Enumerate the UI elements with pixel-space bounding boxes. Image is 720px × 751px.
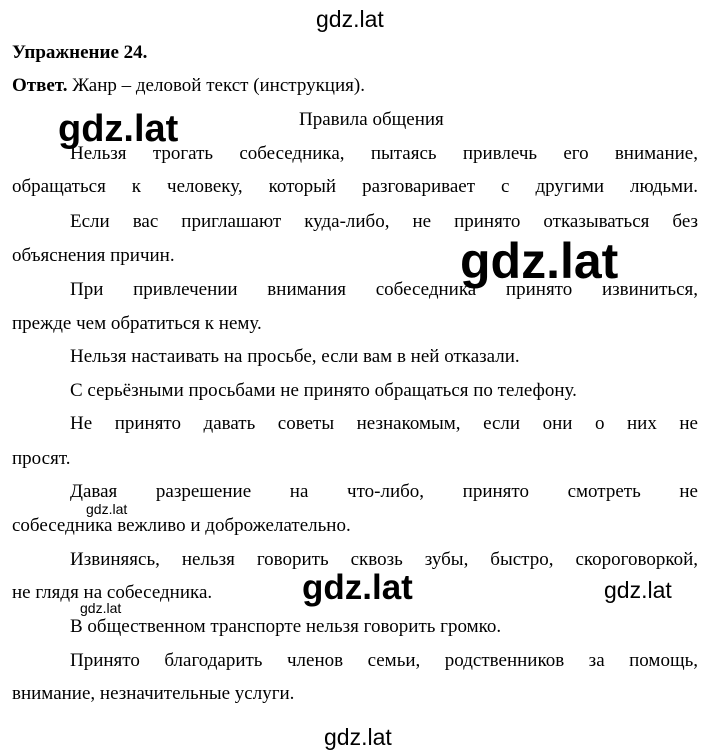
text-line: Извиняясь, нельзя говорить сквозь зубы, быстро, скороговоркой,: [70, 549, 698, 570]
watermark-top: gdz.lat: [316, 6, 384, 32]
text-line: Принято благодарить членов семьи, родственников за помощь,: [70, 650, 698, 671]
watermark-large-left: gdz.lat: [58, 108, 179, 150]
answer-line: [12, 75, 365, 97]
text-line: Нельзя настаивать на просьбе, если вам в ней отказали.: [70, 346, 520, 367]
text-line: просят.: [12, 448, 71, 469]
watermark-large-bottom: gdz.lat: [302, 568, 413, 607]
text-line: При привлечении внимания собеседника принято извиниться,: [70, 279, 698, 300]
watermark-small-2: gdz.lat: [80, 600, 122, 616]
watermark-small-1: gdz.lat: [86, 501, 128, 517]
document-title: Правила общения: [299, 109, 444, 130]
text-line: объяснения причин.: [12, 245, 175, 266]
text-line: Если вас приглашают куда-либо, не принято отказываться без: [70, 211, 698, 232]
watermark-right: gdz.lat: [604, 577, 672, 603]
exercise-title: Упражнение 24.: [12, 42, 148, 63]
text-line: В общественном транспорте нельзя говорить громко.: [70, 616, 502, 637]
text-line: Нельзя трогать собеседника, пытаясь привлечь его внимание,: [70, 143, 698, 164]
text-line: С серьёзными просьбами не принято обращаться по телефону.: [70, 380, 577, 401]
text-line: прежде чем обратиться к нему.: [12, 313, 262, 334]
answer-label: Ответ.: [12, 75, 68, 96]
watermark-huge: gdz.lat: [460, 233, 619, 289]
text-line: собеседника вежливо и доброжелательно.: [12, 515, 351, 536]
watermark-bottom: gdz.lat: [324, 724, 392, 750]
text-line: не глядя на собеседника.: [12, 582, 213, 603]
text-line: Давая разрешение на что-либо, принято смотреть не: [70, 481, 698, 502]
text-line: внимание, незначительные услуги.: [12, 683, 295, 704]
text-line: Не принято давать советы незнакомым, если они о них не: [70, 413, 698, 434]
text-line: обращаться к человеку, который разговаривает с другими людьми.: [12, 176, 698, 197]
answer-text: Жанр – деловой текст (инструкция).: [72, 75, 365, 96]
